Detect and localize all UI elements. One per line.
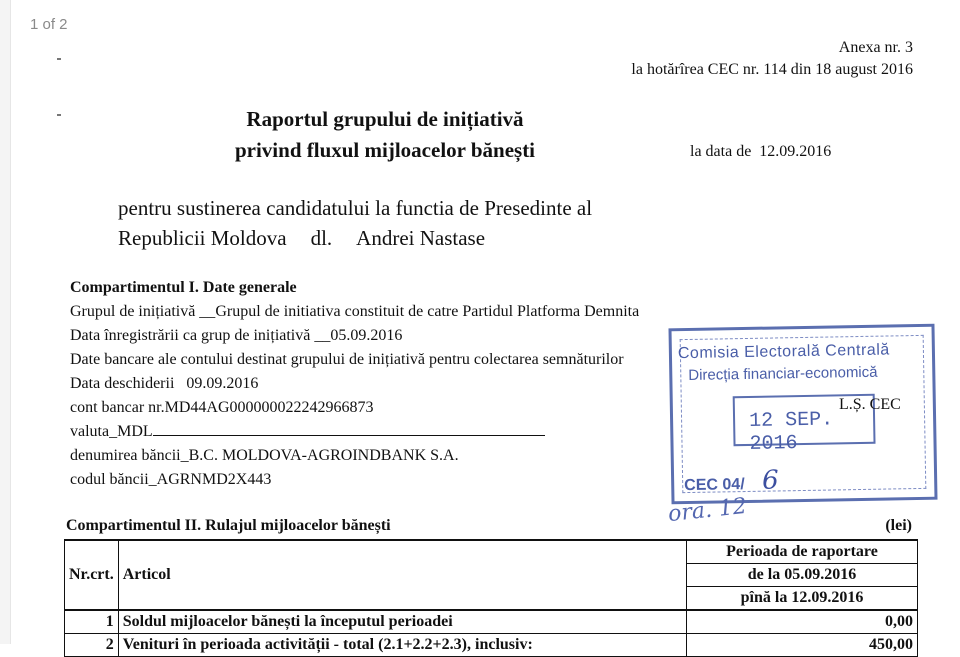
- currency-underline: [153, 421, 545, 436]
- stamp-registration: CEC 04/: [684, 476, 745, 495]
- header-period: Perioada de raportare: [687, 540, 918, 564]
- annex-line-1: Anexa nr. 3: [838, 39, 913, 56]
- seal-label: L.Ș. CEC: [839, 396, 901, 413]
- row-value: 0,00: [687, 610, 918, 634]
- section2-heading: Compartimentul II. Rulajul mijloacelor bănești: [66, 517, 391, 534]
- bank-code-label: codul băncii_: [70, 471, 157, 488]
- candidate-purpose: [118, 193, 592, 253]
- row-nr: 1: [65, 610, 119, 634]
- table-header-row: [65, 540, 918, 564]
- bank-name-label: denumirea băncii_: [70, 447, 189, 464]
- account-row: [70, 396, 639, 420]
- table-row: [65, 610, 918, 634]
- stamp-line-2: Direcția financiar-economică: [688, 363, 878, 384]
- header-period-to: pînă la 12.09.2016: [687, 587, 918, 611]
- stamp-hand-number: 6: [761, 465, 779, 496]
- group-row: [70, 300, 639, 324]
- purpose-line-2: [118, 223, 592, 253]
- opening-label: Data deschiderii: [70, 375, 175, 392]
- opening-value: 09.09.2016: [186, 375, 259, 392]
- scan-mark: [57, 114, 61, 116]
- purpose-country: Republicii Moldova: [118, 226, 287, 250]
- section1-heading: Compartimentul I. Date generale: [70, 279, 297, 296]
- table-row: [65, 634, 918, 657]
- bank-name-value: B.C. MOLDOVA-AGROINDBANK S.A.: [188, 447, 459, 464]
- currency-row: [70, 420, 639, 444]
- registration-label: Data înregistrării ca grup de inițiativă __: [70, 327, 331, 344]
- bank-code-value: AGRNMD2X443: [156, 471, 272, 488]
- registration-value: 05.09.2016: [330, 327, 403, 344]
- purpose-title: dl.: [310, 226, 333, 250]
- money-flow-table: [64, 539, 918, 657]
- section2-unit: (lei): [885, 517, 912, 534]
- opening-row: [70, 372, 639, 396]
- row-article: Soldul mijloacelor bănești la începutul perioadei: [118, 610, 686, 634]
- annex-reference: [631, 37, 913, 81]
- title-line-1: Raportul grupului de inițiativă: [246, 107, 524, 131]
- bank-name-row: [70, 444, 639, 468]
- account-label: cont bancar nr.: [70, 399, 165, 416]
- header-article: Articol: [118, 540, 686, 610]
- group-value: Grupul de initiativa constituit de catre Partidul Platforma Demnita: [215, 303, 640, 320]
- scan-mark: [57, 58, 61, 60]
- header-period-from: de la 05.09.2016: [687, 564, 918, 587]
- handwritten-time: ora. 12: [666, 493, 748, 528]
- stamp-date: 12 SEP. 2016: [748, 408, 834, 456]
- bank-data-row: Date bancare ale contului destinat grupului de inițiativă pentru colectarea semnăturilor: [70, 351, 624, 368]
- title-line-2: privind fluxul mijloacelor bănești: [234, 138, 536, 162]
- row-article: Venituri în perioada activității - total (2.1+2.2+2.3), inclusiv:: [118, 634, 686, 657]
- stamp-line-1: Comisia Electorală Centrală: [677, 341, 890, 363]
- annex-line-2: la hotărîrea CEC nr. 114 din 18 august 2016: [631, 61, 913, 78]
- currency-label: valuta_: [70, 423, 118, 440]
- viewer-left-edge: [0, 0, 11, 644]
- account-value: MD44AG000000022242966873: [164, 399, 374, 416]
- row-value: 450,00: [687, 634, 918, 657]
- section-money-flow: [66, 517, 918, 535]
- bank-code-row: [70, 468, 639, 492]
- cec-registration-stamp: [668, 324, 937, 505]
- report-date-value: 12.09.2016: [759, 143, 832, 160]
- candidate-name: Andrei Nastase: [356, 226, 486, 250]
- report-date-label: la data de: [690, 143, 752, 160]
- row-nr: 2: [65, 634, 119, 657]
- report-date: [690, 143, 831, 161]
- section-general-data: [70, 276, 639, 492]
- purpose-line-1: pentru sustinerea candidatului la functia de Presedinte al: [118, 196, 593, 220]
- registration-row: [70, 324, 639, 348]
- page-counter: 1 of 2: [30, 16, 68, 33]
- header-nr: Nr.crt.: [65, 540, 119, 610]
- group-label: Grupul de inițiativă __: [70, 303, 216, 320]
- currency-value: MDL: [117, 423, 153, 440]
- document-title: [200, 104, 570, 166]
